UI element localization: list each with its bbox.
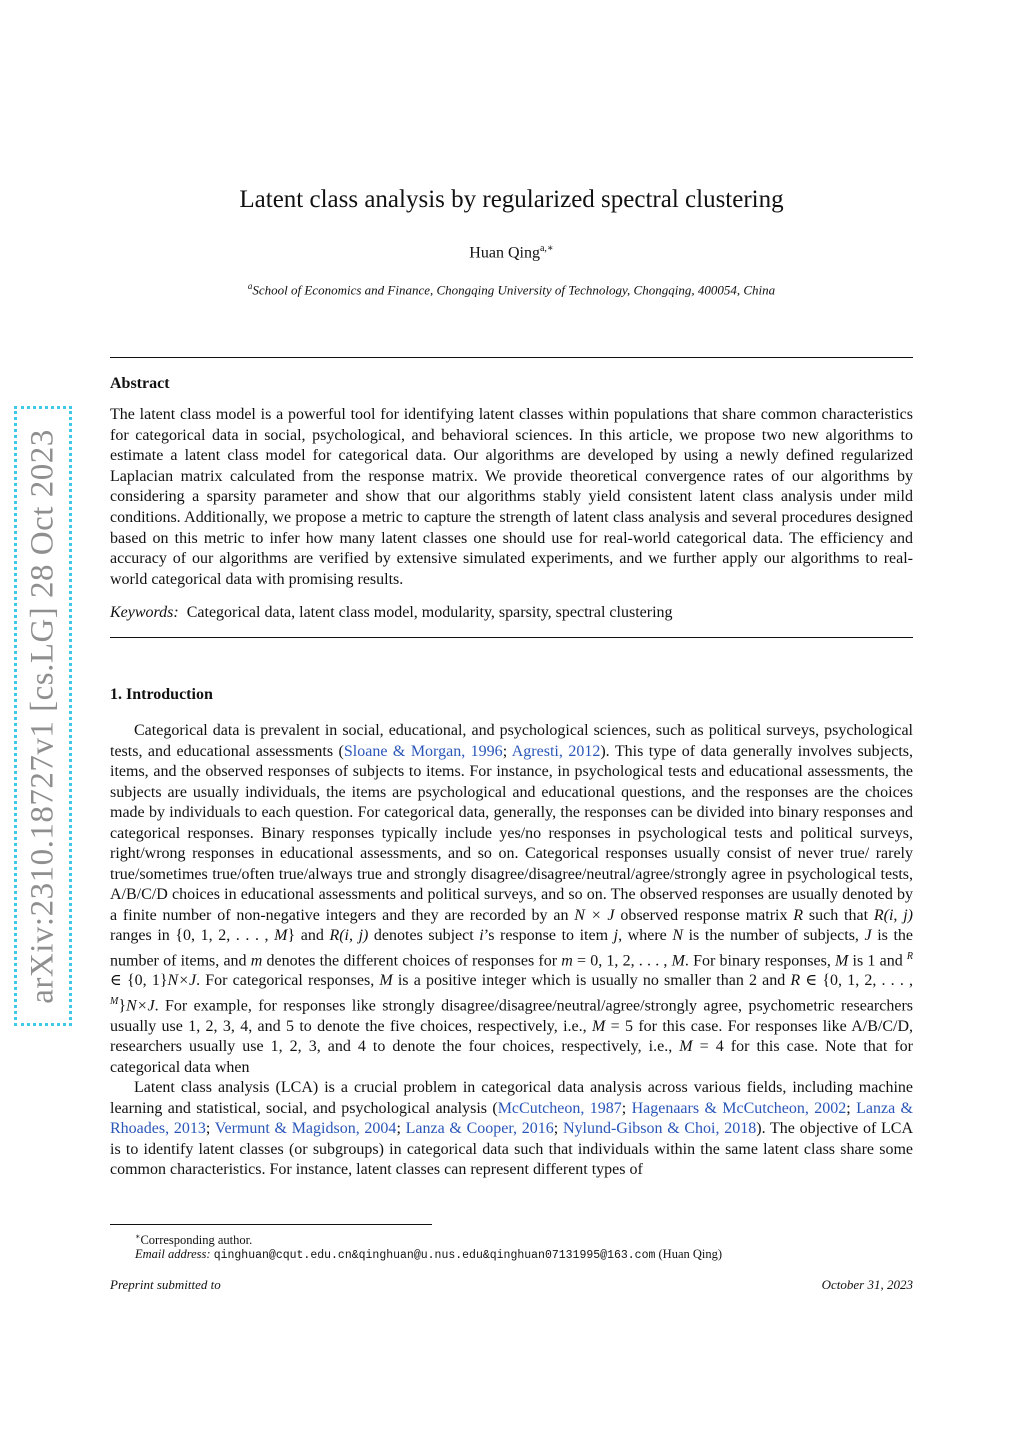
affiliation-mark: a — [247, 281, 253, 291]
author-marks: a,∗ — [539, 243, 554, 254]
keywords-text: Categorical data, latent class model, modularity, sparsity, spectral clustering — [186, 604, 673, 621]
section-heading-introduction: 1. Introduction — [110, 686, 213, 703]
footnote-divider — [110, 1224, 432, 1225]
abstract-heading: Abstract — [110, 375, 170, 392]
footnote-mark: ∗ — [135, 1232, 141, 1241]
citation-link[interactable]: Vermunt & Magidson, 2004 — [214, 1120, 397, 1138]
citation-link[interactable]: Agresti, 2012 — [511, 742, 601, 760]
footnote-email — [110, 1246, 938, 1264]
paper-title: Latent class analysis by regularized spectral clustering — [239, 186, 784, 213]
footnote-corresponding-text: Corresponding author. — [140, 1233, 253, 1248]
intro-paragraph-1: Categorical data is prevalent in social, educational, and psychological sciences, such as political surveys, psychological tests, and educational assessments (Sloane & Morgan, 1996; Agresti, 2012). This type of data generally involves subjects, items, and the observed responses of subjects to items. For instance, in psychological tests and educational assessments, the subjects are usually individuals, the items are psychological and educational questions, and the responses are the choices made by individuals to each question. For categorical data, generally, the responses can be divided into binary responses and categorical responses. Binary responses typically include yes/no responses in psychological tests and political surveys, right/wrong responses in educational assessments, and so on. Categorical responses usually consist of never true/ rarely true/sometimes true/often true/always true and strongly disagree/disagree/neutral/agree/strongly agree in psychological tests, A/B/C/D choices in educational assessments and political surveys, and so on. The observed responses are usually denoted by a finite number of non-negative integers and they are recorded by an N × J observed response matrix R such that R(i, j) ranges in {0, 1, 2, . . . , M} and R(i, j) denotes subject i’s response to item j, where N is the number of subjects, J is the number of items, and m denotes the different choices of responses for m = 0, 1, 2, . . . , M. For binary responses, M is 1 and $^R$ ∈ {0, 1}N×J. For categorical responses, M is a positive integer which is usually no smaller than 2 and R ∈ {0, 1, 2, . . . , $^M$}N×J. For example, for responses like strongly disagree/disagree/neutral/agree/strongly agree, psychometric researchers usually use 1, 2, 3, 4, and 5 to denote the five choices, respectively, i.e., M = 5 for this case. For responses like A/B/C/D, researchers usually use 1, 2, 3, and 4 to denote the four choices, respectively, i.e., M = 4 for this case. Note that for categorical data when — [110, 722, 914, 1076]
email-owner: (Huan Qing) — [658, 1247, 723, 1261]
arxiv-stamp-text: arXiv:2310.18727v1 [cs.LG] 28 Oct 2023 — [24, 428, 61, 1004]
email-address[interactable]: qinghuan@cqut.edu.cn&qinghuan@u.nus.edu&qinghuan07131995@163.com — [213, 1249, 656, 1262]
footer-date: October 31, 2023 — [821, 1277, 913, 1292]
keywords — [110, 603, 913, 623]
affiliation — [110, 281, 913, 298]
citation-link[interactable]: Nylund-Gibson & Choi, 2018 — [562, 1120, 757, 1138]
citation-link[interactable]: Hagenaars & McCutcheon, 2002 — [631, 1099, 847, 1117]
divider-top — [110, 357, 913, 358]
citation-link[interactable]: Lanza & Rhoades, 2013 — [110, 1099, 914, 1138]
email-label: Email address: — [135, 1247, 211, 1261]
affiliation-text: School of Economics and Finance, Chongqing University of Technology, Chongqing, 400054, China — [252, 282, 776, 298]
author-name: Huan Qing — [469, 244, 540, 262]
citation-link[interactable]: Sloane & Morgan, 1996 — [343, 742, 503, 760]
introduction-body — [110, 721, 913, 1181]
citation-link[interactable]: McCutcheon, 1987 — [497, 1099, 622, 1117]
arxiv-stamp[interactable] — [14, 406, 72, 1026]
citation-link[interactable]: Lanza & Cooper, 2016 — [405, 1120, 554, 1138]
abstract-text: The latent class model is a powerful tool for identifying latent classes within populations that share common characteristics for categorical data in social, psychological, and behavioral sciences. In this article, we propose two new algorithms to estimate a latent class model for categorical data. Our algorithms are developed by using a newly defined regularized Laplacian matrix calculated from the response matrix. We provide theoretical convergence rates of our algorithms by considering a sparsity parameter and show that our algorithms stably yield consistent latent class analysis under mild conditions. Additionally, we propose a metric to capture the strength of latent class analysis and several procedures designed based on this metric to infer how many latent classes one should use for real-world categorical data. The efficiency and accuracy of our algorithms are verified by extensive simulated experiments, and we further apply our algorithms to real-world categorical data with promising results. — [110, 406, 913, 588]
author-line — [110, 243, 913, 262]
keywords-label: Keywords: — [110, 604, 179, 621]
footer-preprint: Preprint submitted to — [110, 1277, 221, 1292]
intro-paragraph-2: Latent class analysis (LCA) is a crucial problem in categorical data analysis across various fields, including machine learning and statistical, social, and psychological analysis (McCutcheon, 1987; Hagenaars & McCutcheon, 2002; Lanza & Rhoades, 2013; Vermunt & Magidson, 2004; Lanza & Cooper, 2016; Nylund-Gibson & Choi, 2018). The objective of LCA is to identify latent classes (or subgroups) in categorical data such that individuals within the same latent class share some common characteristics. For instance, latent classes can represent different types of — [110, 1079, 914, 1179]
divider-bottom — [110, 637, 913, 638]
